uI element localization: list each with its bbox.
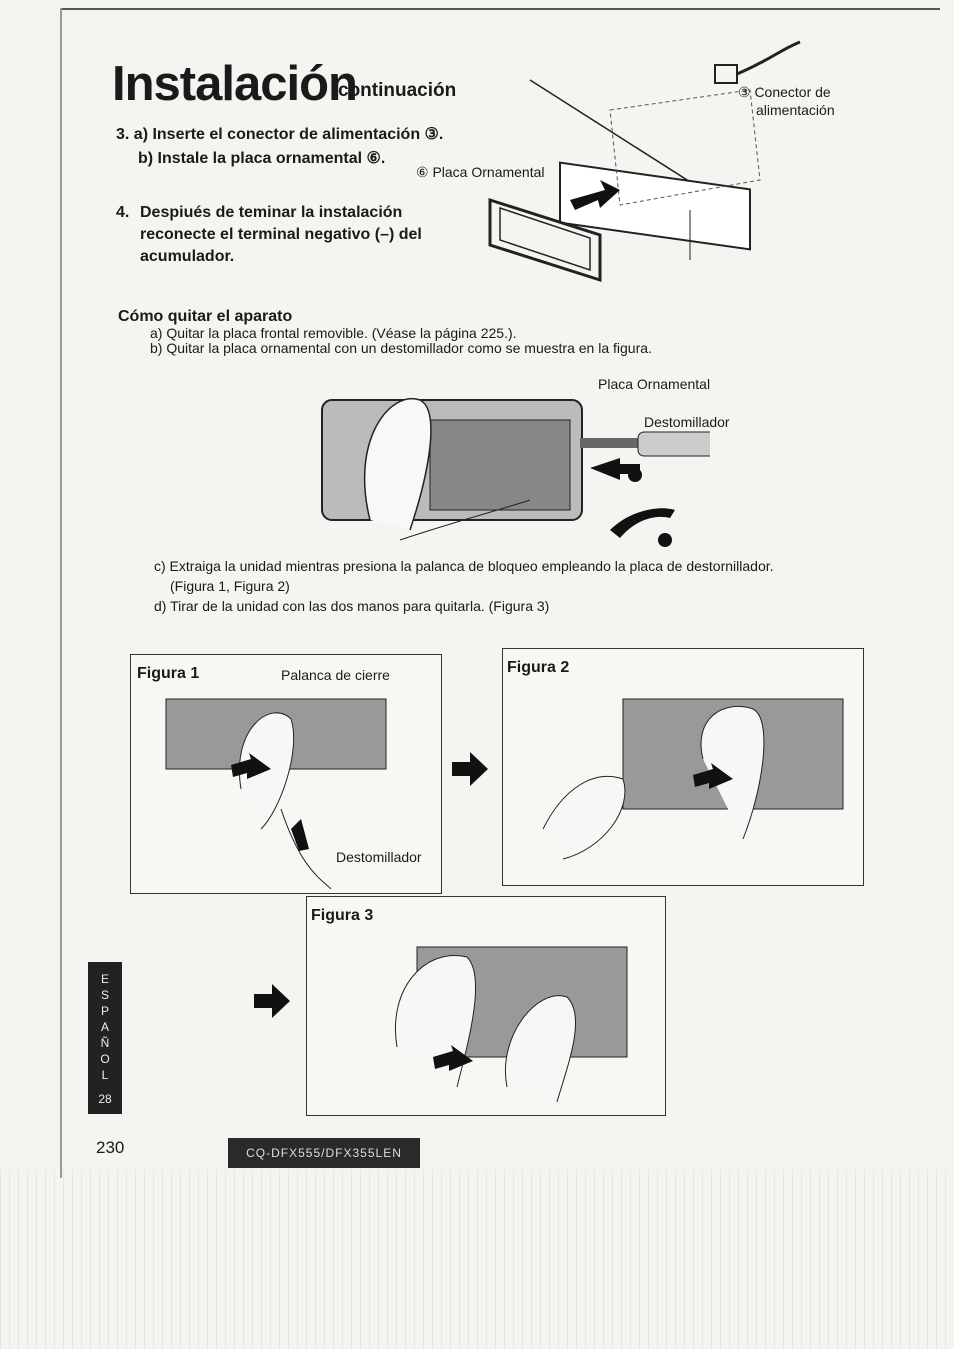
page-subtitle: continuación xyxy=(338,80,457,101)
tab-letter: S xyxy=(100,988,109,1002)
language-tab xyxy=(88,962,122,1114)
figure-2-drawing xyxy=(523,679,853,879)
figure-1-title: Figura 1 xyxy=(137,665,200,682)
connector-label-line2: alimentación xyxy=(756,102,835,118)
step-3a: 3. a) Inserte el conector de alimentación ③. xyxy=(116,126,444,143)
removal-illustration xyxy=(310,380,710,560)
tab-letter: E xyxy=(100,972,109,986)
figure-3 xyxy=(306,896,666,1116)
figure-2 xyxy=(502,648,864,886)
arrow-right-icon-2 xyxy=(254,984,290,1018)
placa-ornamental-label-2: Placa Ornamental xyxy=(598,376,711,392)
fig1-destornillador-label: Destomillador xyxy=(336,849,422,865)
tab-number: 28 xyxy=(98,1092,112,1106)
connector-label-line1: ③ Conector de xyxy=(738,84,831,100)
step-3b: b) Instale la placa ornamental ⑥. xyxy=(138,150,386,167)
tab-letter: P xyxy=(100,1004,109,1018)
page-title: Instalación xyxy=(112,57,357,111)
page-number: 230 xyxy=(96,1138,125,1157)
tab-letter: L xyxy=(101,1068,109,1082)
arrow-right-icon xyxy=(452,752,488,786)
placa-ornamental-label: ⑥ Placa Ornamental xyxy=(416,164,545,180)
palanca-label: Palanca de cierre xyxy=(281,667,390,683)
model-badge: CQ-DFX555/DFX355LEN xyxy=(228,1138,420,1168)
destornillador-label: Destomillador xyxy=(644,414,730,430)
tab-letter: A xyxy=(100,1020,109,1034)
step-4-number: 4. xyxy=(116,204,130,221)
removal-step-a: a) Quitar la placa frontal removible. (Véase la página 225.). xyxy=(150,325,517,341)
removal-heading: Cómo quitar el aparato xyxy=(118,308,293,325)
scan-stripes xyxy=(0,1170,954,1349)
figure-3-drawing xyxy=(347,927,647,1107)
figure-1 xyxy=(130,654,442,894)
figure-1-drawing xyxy=(161,689,401,889)
figure-2-title: Figura 2 xyxy=(507,659,570,676)
removal-step-d: d) Tirar de la unidad con las dos manos para quitarla. (Figura 3) xyxy=(154,598,550,614)
left-rule xyxy=(60,8,62,1178)
tab-letter: O xyxy=(100,1052,110,1066)
removal-step-c-ref: (Figura 1, Figura 2) xyxy=(170,578,290,594)
top-rule xyxy=(60,8,940,10)
removal-step-c: c) Extraiga la unidad mientras presiona la palanca de bloqueo empleando la placa de destornillador. xyxy=(154,558,774,574)
removal-step-b: b) Quitar la placa ornamental con un destomillador como se muestra en la figura. xyxy=(150,340,652,356)
tab-letter: Ñ xyxy=(100,1036,110,1050)
figure-3-title: Figura 3 xyxy=(311,907,374,924)
step-4-text: Despiués de teminar la instalación reconecte el terminal negativo (–) del acumulador. xyxy=(140,204,422,265)
